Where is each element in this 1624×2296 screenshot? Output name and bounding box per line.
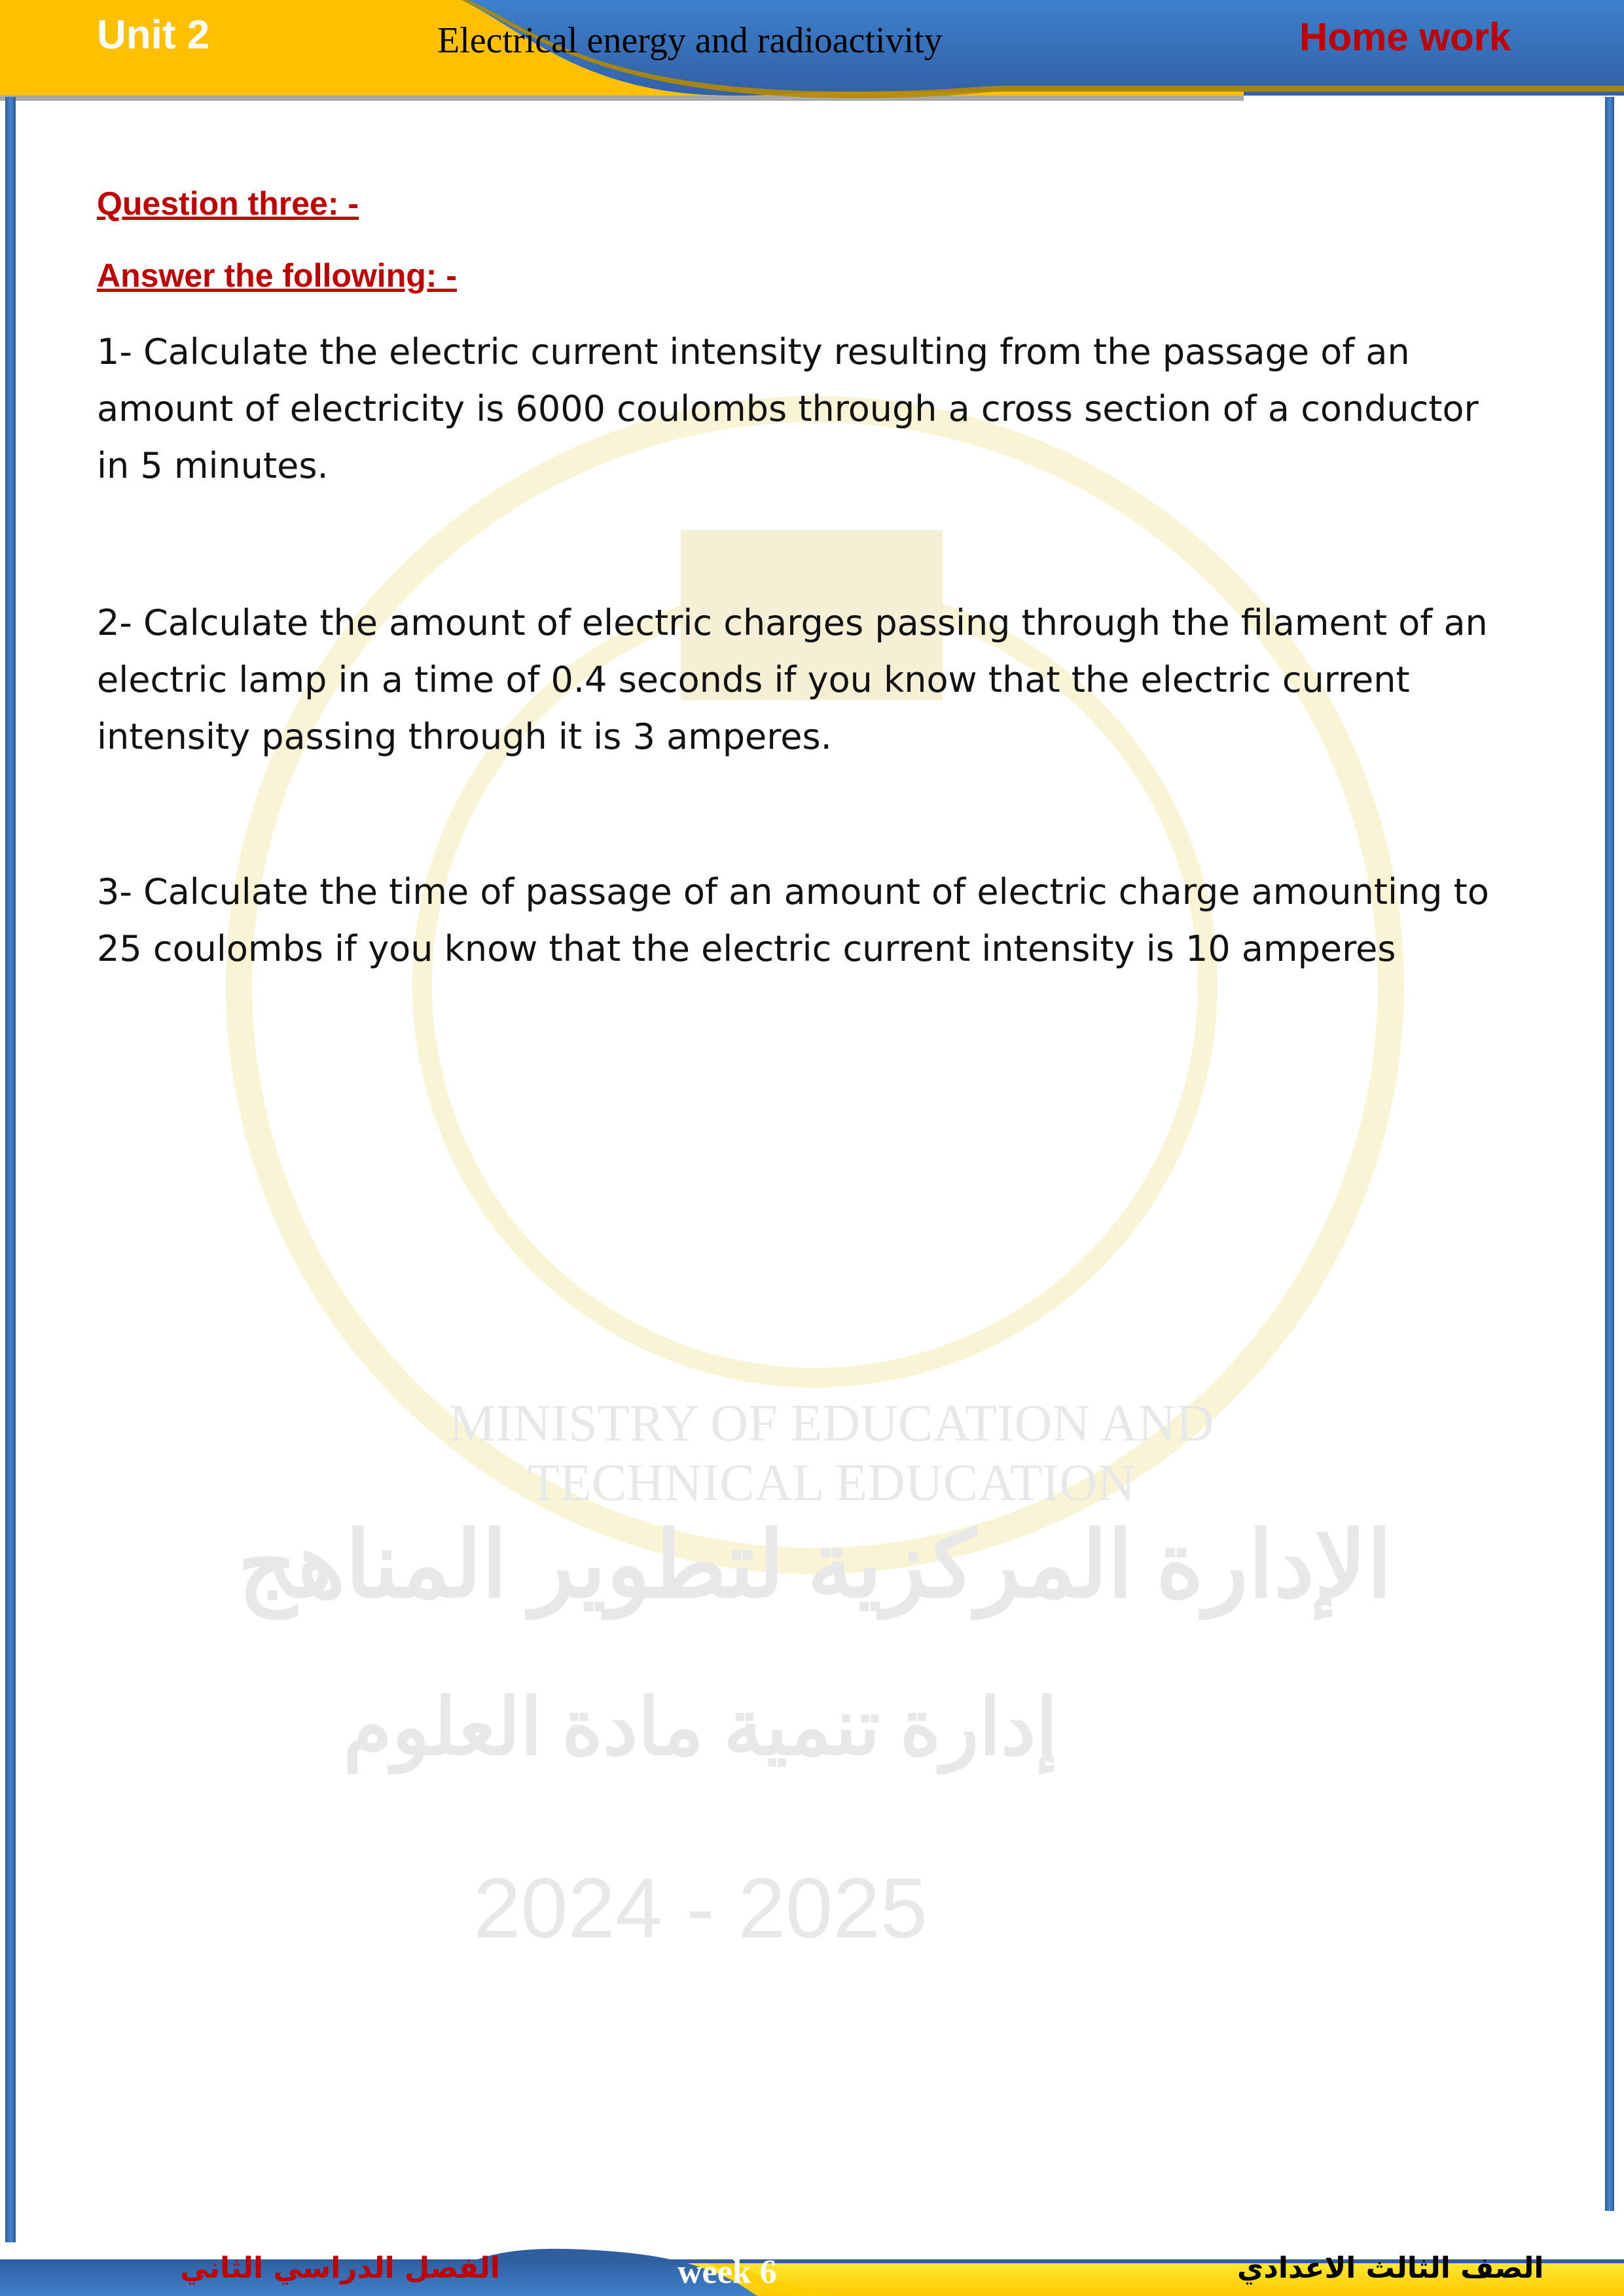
watermark-ring-text: MINISTRY OF EDUCATION AND TECHNICAL EDUCATION	[448, 1395, 1214, 1512]
topic-title: Electrical energy and radioactivity	[437, 20, 943, 61]
page-border-left	[5, 97, 16, 2242]
unit-label: Unit 2	[97, 12, 210, 58]
watermark-arabic-2: إدارة تنمية مادة العلوم	[343, 1684, 1058, 1771]
instruction-heading: Answer the following: -	[97, 257, 457, 294]
footer-semester: الفصل الدراسي الثاني	[180, 2251, 500, 2285]
footer-week: week 6	[677, 2253, 777, 2291]
question-1: 1- Calculate the electric current intensity resulting from the passage of an amount of electricity is 6000 coulombs through a cross section of a conductor in 5 minutes.	[97, 331, 1479, 486]
question-3: 3- Calculate the time of passage of an amount of electric charge amounting to 25 coulombs if you know that the electric current intensity is 10 amperes	[97, 871, 1489, 969]
watermark-year: 2024 - 2025	[473, 1860, 928, 1956]
watermark-arabic-1: الإدارة المركزية لتطوير المناهج	[238, 1515, 1392, 1617]
homework-label: Home work	[1299, 15, 1511, 59]
question-2: 2- Calculate the amount of electric charges passing through the filament of an electric lamp in a time of 0.4 seconds if you know that the electric current intensity passing through it is 3 amperes.	[97, 602, 1488, 757]
question-heading: Question three: -	[97, 185, 359, 222]
page-border-right	[1605, 97, 1614, 2211]
footer-grade: الصف الثالث الاعدادي	[1237, 2251, 1544, 2285]
